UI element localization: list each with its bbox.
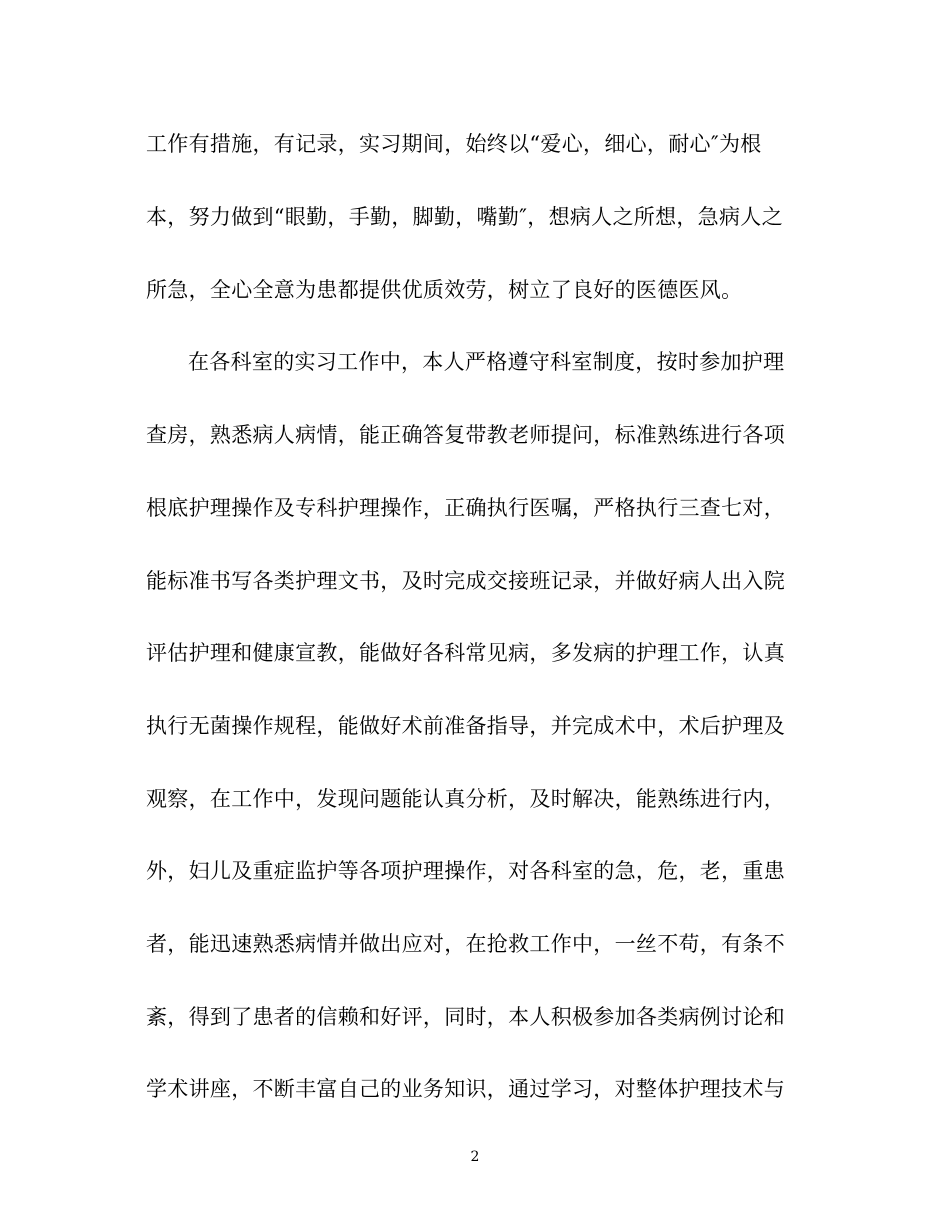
text-line-14: 学术讲座，不断丰富自己的业务知识，通过学习，对整体护理技术与 [146,1077,785,1101]
text-line-2: 本，努力做到“眼勤，手勤，脚勤，嘴勤″，想病人之所想，急病人之 [146,205,783,229]
text-line-6: 根底护理操作及专科护理操作，正确执行医嘱，严格执行三查七对， [146,496,785,520]
text-line-9: 执行无菌操作规程，能做好术前准备指导，并完成术中，术后护理及 [146,714,785,738]
text-line-8: 评估护理和健康宣教，能做好各科常见病，多发病的护理工作，认真 [146,641,785,665]
text-line-13: 紊，得到了患者的信赖和好评，同时，本人积极参加各类病例讨论和 [146,1005,785,1029]
text-line-4: 在各科室的实习工作中，本人严格遵守科室制度，按时参加护理 [188,350,785,374]
text-line-5: 查房，熟悉病人病情，能正确答复带教老师提问，标准熟练进行各项 [146,423,785,447]
text-line-11: 外，妇儿及重症监护等各项护理操作，对各科室的急，危，老，重患 [146,859,785,883]
text-line-10: 观察，在工作中，发现问题能认真分析，及时解决，能熟练进行内， [146,787,785,811]
page-number: 2 [470,1149,480,1165]
text-line-3: 所急，全心全意为患都提供优质效劳，树立了良好的医德医风。 [146,278,743,302]
text-line-1: 工作有措施，有记录，实习期间，始终以“爱心，细心，耐心″为根 [146,132,762,156]
text-line-7: 能标准书写各类护理文书，及时完成交接班记录，并做好病人出入院 [146,569,785,593]
text-line-12: 者，能迅速熟悉病情并做出应对，在抢救工作中，一丝不苟，有条不 [146,932,785,956]
